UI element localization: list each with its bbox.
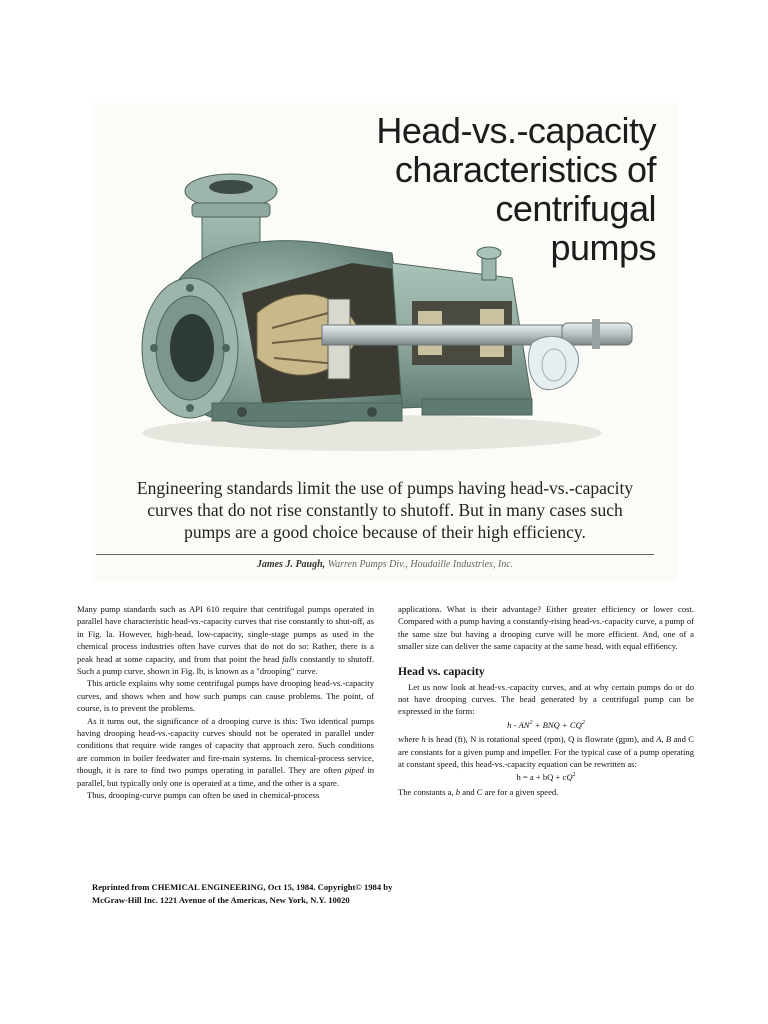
header-divider — [96, 554, 654, 555]
reprint-line: Reprinted from CHEMICAL ENGINEERING, Oct 15, 1984. Copyright© 1984 by — [92, 882, 393, 892]
title-line: characteristics of — [394, 149, 656, 190]
article-deck — [92, 477, 678, 543]
constant-speed-equation: h = a + bQ + $cQ^2$ — [516, 772, 576, 783]
deck-line: pumps are a good choice because of their high efficiency. — [184, 522, 586, 542]
paragraph: Let us now look at head-vs.-capacity curves, and at why certain pumps do or do not have drooping curves. The head generated by a centrifugal pump can be expressed in the form: — [398, 681, 694, 717]
deck-line: Engineering standards limit the use of pumps having head-vs.-capacity — [136, 478, 634, 498]
byline — [92, 559, 678, 570]
paragraph: As it turns out, the significance of a drooping curve is this: Two identical pumps having drooping head-vs.-capacity curves should not be operated in parallel under conditions that require wide ranges of capacity that approach zero. Such conditions are common in boiler feedwater and fire-main systems. In chemical-process service, though, it is rare to find two pumps operating in parallel. They are often piped in parallel, but typically only one is operated at a time, and the other is a spare. — [77, 715, 374, 788]
title-line: centrifugal — [495, 188, 656, 229]
section-heading: Head vs. capacity — [398, 664, 485, 678]
paragraph: This article explains why some centrifugal pumps have drooping head-vs.-capacity curves, and shows when and how such pumps can cause problems. The point, of course, is to prevent the problems. — [77, 678, 374, 714]
reprint-line: McGraw-Hill Inc. 1221 Avenue of the Americas, New York, N.Y. 10020 — [92, 895, 350, 905]
paragraph: applications. What is their advantage? Either greater efficiency or lower cost. Compared with a pump having a constantly-rising head-vs.-capacity curve, a pump of the same size but having a drooping curve will be more efficient. And, one of a smaller size can deliver the same capacity at the same head, with equal effi6ency. — [398, 604, 694, 652]
head-equation: h - $AN^2$ + BNQ + $CQ^2$ — [507, 719, 585, 730]
author-affiliation: Warren Pumps Div., Houdaille Industries, Inc. — [327, 559, 514, 570]
paragraph: Many pump standards such as API 610 require that centrifugal pumps operated in parallel have characteristic head-vs.-capacity curves that rise constantly to shut-off, as in Fig. la. However, high-head, low-capacity, single-stage pumps as used in the chemical process industries often have curves that do not do so: Rather, there is a peak head at some capacity, and from that point the head falls constantly to shutoff. Such a pump curve, shown in Fig. lb, is known as a "drooping" curve. — [77, 604, 374, 677]
article-title — [376, 111, 656, 267]
author-name: James J. Paugh, — [256, 559, 326, 570]
title-line: Head-vs.-capacity — [376, 110, 656, 151]
left-column — [77, 603, 374, 802]
deck-line: curves that do not rise constantly to shutoff. But in many cases such — [147, 500, 623, 520]
paragraph: Thus, drooping-curve pumps can often be used in chemical-process — [87, 790, 320, 801]
title-line: pumps — [550, 227, 656, 268]
right-column — [398, 603, 694, 798]
article-header-scan — [92, 103, 678, 581]
paragraph: The constants a, b and C are for a given speed. — [398, 786, 559, 797]
paragraph: where h is head (ft), N is rotational speed (rpm), Q is flowrate (gpm), and A, B and C are constants for a given pump and impeller. For the typical case of a pump operating at constant speed, this head-vs.-capacity equation can be rewritten as: — [398, 734, 694, 770]
reprint-notice — [92, 881, 512, 907]
